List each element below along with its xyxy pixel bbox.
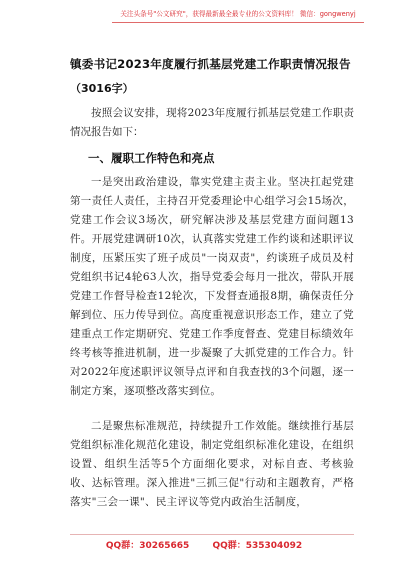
section-heading: 一、履职工作特色和亮点 — [88, 151, 215, 165]
footer — [0, 538, 408, 551]
word-count: （3016字） — [70, 82, 134, 95]
footer-qq-group-2: QQ群：535304092 — [212, 541, 303, 551]
body-paragraph-1: 一是突出政治建设，靠实党建主责主业。坚决扛起党建第一责任人责任，主持召开党委理论中心组学习会15场次，党建工作会议3场次，研究解决涉及基层党建方面问题13件。开展党建调研10次，认真落实党建工作约谈和述职评议制度，压紧压实了班子成员"一岗双责"，约谈班子成员及村党组织书记4轮63人次，指导党委会每月一批次，带队开展党建工作督导检查12轮次，下发督查通报8期，确保责任分解到位、压力传导到位。高度重视意识形态工作，建立了党建重点工作定期研究、党建工作季度督查、党建目标绩效年终考核等推进机制，进一步凝聚了大抓党建的工作合力。针对2022年度述职评议领导点评和自我查找的3个问题，逐一制定方案，逐项整改落实到位。 — [70, 176, 354, 397]
body-paragraph-2: 二是聚焦标准规范，持续提升工作效能。继续推行基层党组织标准化规范化建设，制定党组织标准化建设，在组织设置、组织生活等5个方面细化要求，对标自查、考核验收、达标管理。深入推进"三抓三促"行动和主题教育，严格落实"三会一课"、民主评议等党内政治生活制度， — [70, 420, 354, 508]
header-note: 关注头条号"公文研究"，获得最新最全最专业的公文资料库！ 微信：gongwenyj — [112, 8, 364, 23]
document-title: 镇委书记2023年度履行抓基层党建工作职责情况报告 — [70, 57, 351, 71]
footer-divider — [70, 534, 354, 535]
intro-paragraph: 按照会议安排，现将2023年度履行抓基层党建工作职责情况报告如下： — [70, 107, 354, 138]
footer-qq-group-1: QQ群：30265665 — [105, 541, 190, 551]
